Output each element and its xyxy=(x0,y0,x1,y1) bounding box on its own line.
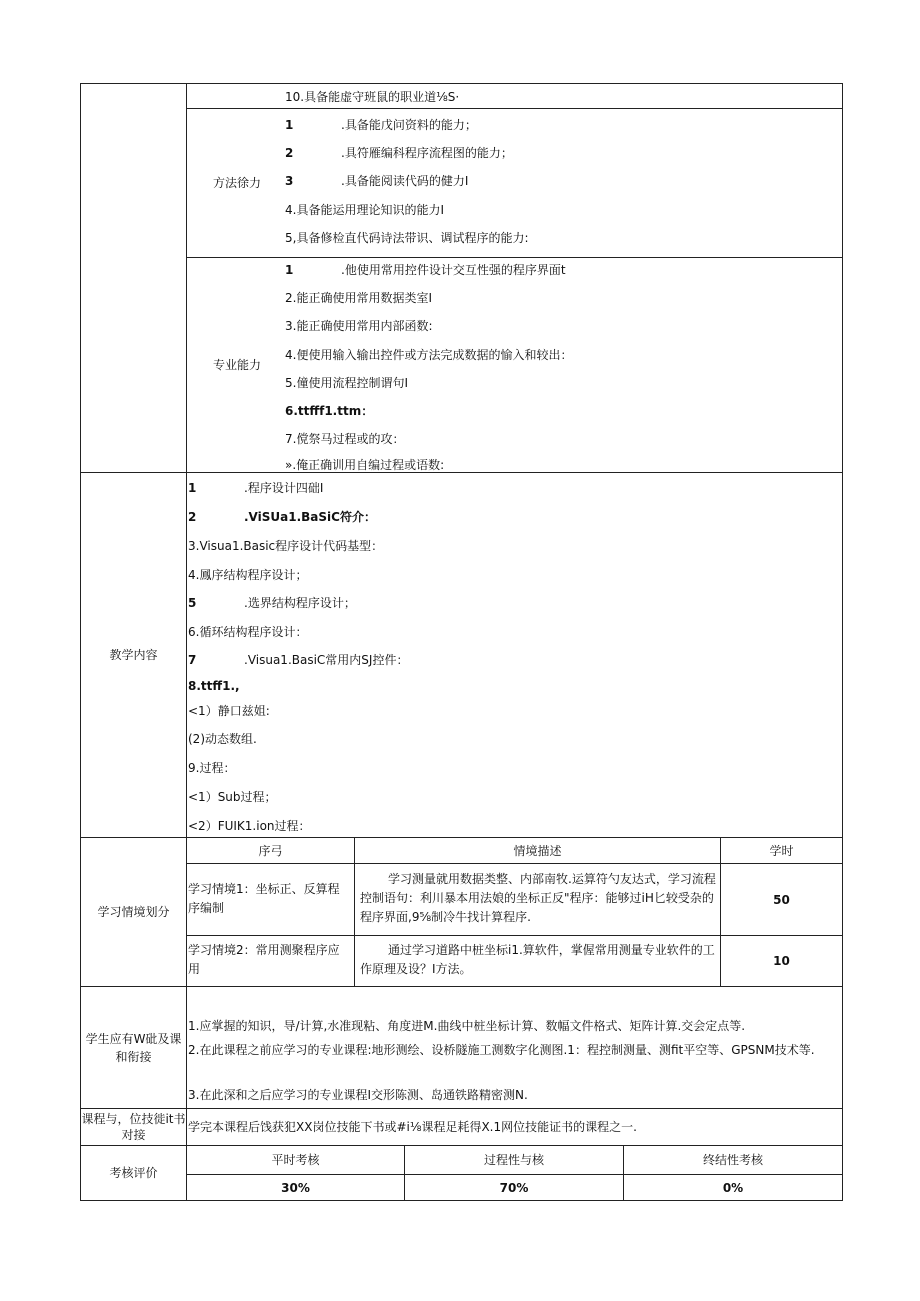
situation-name: 学习情境2：常用测聚程序应用 xyxy=(188,943,340,976)
row-divider xyxy=(80,1108,843,1109)
list-item: 4.具备能运用理论知识的能力I xyxy=(285,203,444,217)
column-header: 平时考核 xyxy=(271,1153,320,1167)
list-item: 5,具备修检直代码诗法带识、调试程序的能力: xyxy=(285,231,529,245)
table-border xyxy=(80,83,843,84)
situation-hours: 10 xyxy=(773,954,790,968)
situation-desc: 学习测量就用数据类整、内部南牧.运算符勺友达式，学习流程控制语句：利川暴本用法娘的坐标正反"程序：能够过iH匕较受杂的程序界面,9⅝制冷牛找计算程序. xyxy=(360,872,716,924)
row-divider xyxy=(80,986,843,987)
list-item: 5.僮使用流程控制谓句I xyxy=(285,376,408,390)
list-item: <1）Sub过程； xyxy=(188,790,277,804)
list-item: 1 .具备能戊问资料的能力； xyxy=(285,118,477,132)
list-item: 1.应掌握的知识，导/计算,水准现粘、角度进M.曲线中桩坐标计算、数幅文件格式、矩阵计算.交会定点等. xyxy=(188,1019,746,1033)
list-item: 1 .他使用常用控件设计交互性强的程序界面t xyxy=(285,263,566,277)
assessment-value: 30% xyxy=(281,1180,310,1195)
list-item: (2)动态数组. xyxy=(188,732,257,746)
professional-ability-label: 专业能力 xyxy=(212,358,261,372)
course-table xyxy=(80,83,843,1201)
list-item: 10.具备能虚守班鼠的职业道⅛S· xyxy=(285,90,460,104)
list-item: 6.ttfff1.ttm： xyxy=(285,404,374,418)
column-header: 序弓 xyxy=(258,843,283,858)
list-item: 2 .ViSUa1.BaSiC符介： xyxy=(188,510,376,524)
list-item: 8.ttff1., xyxy=(188,679,240,693)
column-header: 学时 xyxy=(769,843,794,858)
list-item: 3.Visua1.Basic程序设计代码基型： xyxy=(188,539,384,553)
list-item: <2）FUIK1.ion过程： xyxy=(188,819,311,833)
method-ability-label: 方法徐力 xyxy=(212,176,261,190)
list-item: 2.能正确使用常用数据类室I xyxy=(285,291,432,305)
assessment-value: 70% xyxy=(499,1180,529,1195)
teaching-content-label: 教学内容 xyxy=(109,648,158,662)
list-item: 3 .具备能阅读代码的健力I xyxy=(285,174,469,188)
assessment-value: 0% xyxy=(722,1180,744,1195)
list-item: 7.傥祭马过程或的攻： xyxy=(285,432,405,446)
table-border xyxy=(842,83,843,1201)
situation-hours: 50 xyxy=(773,892,790,907)
list-item: 2.在此课程之前应学习的专业课程:地形测绘、设桥隧施工测数字化测图.1：程控制测量、测fit平空等、GPSNM技术等. xyxy=(188,1043,815,1057)
prerequisites-label: 学生应有W砒及课和衔接 xyxy=(85,1031,182,1064)
certificate-label: 课程与，位技徙it书对接 xyxy=(81,1112,186,1142)
list-item: 3.能正确使用常用内部函数: xyxy=(285,319,433,333)
list-item: <1）静口兹姐: xyxy=(188,704,270,718)
situation-desc: 通过学习道路中桩坐标i1.算软件，掌偓常用测量专业软件的工作原理及设？I方法。 xyxy=(360,943,715,976)
list-item: 1 .程序设计四础I xyxy=(188,481,324,495)
list-item: ».俺正确训用自编过程或语数: xyxy=(285,458,445,472)
list-item: 4.鳳序结构程序设计； xyxy=(188,568,308,582)
list-item: 6.循环结构程序设计： xyxy=(188,625,308,639)
table-border xyxy=(80,1200,843,1201)
column-header: 过程性与核 xyxy=(483,1153,544,1167)
list-item: 4.便使用输入输出控件或方法完成数据的愉入和较出： xyxy=(285,348,573,362)
certificate-text: 学完本课程后饯获犯XX岗位技能下书或#i⅛课程足耗得X.1网位技能证书的课程之一. xyxy=(188,1120,637,1134)
list-item: 3.在此深和之后应学习的专业课程I交形陈测、岛通铁路精密测N. xyxy=(188,1088,528,1102)
assessment-label: 考核评价 xyxy=(109,1166,158,1180)
list-item: 7 .Visua1.BasiC常用内SJ控件： xyxy=(188,653,409,667)
list-item: 5 .选界结构程序设计； xyxy=(188,596,356,610)
list-item: 2 .具符雁编科程序流程图的能力； xyxy=(285,146,513,160)
column-header: 情境描述 xyxy=(513,843,562,858)
list-item: 9.过程： xyxy=(188,761,236,775)
learning-situations-label: 学习情境划分 xyxy=(97,905,170,919)
column-header: 终结性考核 xyxy=(702,1153,763,1167)
row-divider xyxy=(80,472,843,473)
situation-name: 学习情境1：坐标正、反算程序编制 xyxy=(188,882,340,915)
